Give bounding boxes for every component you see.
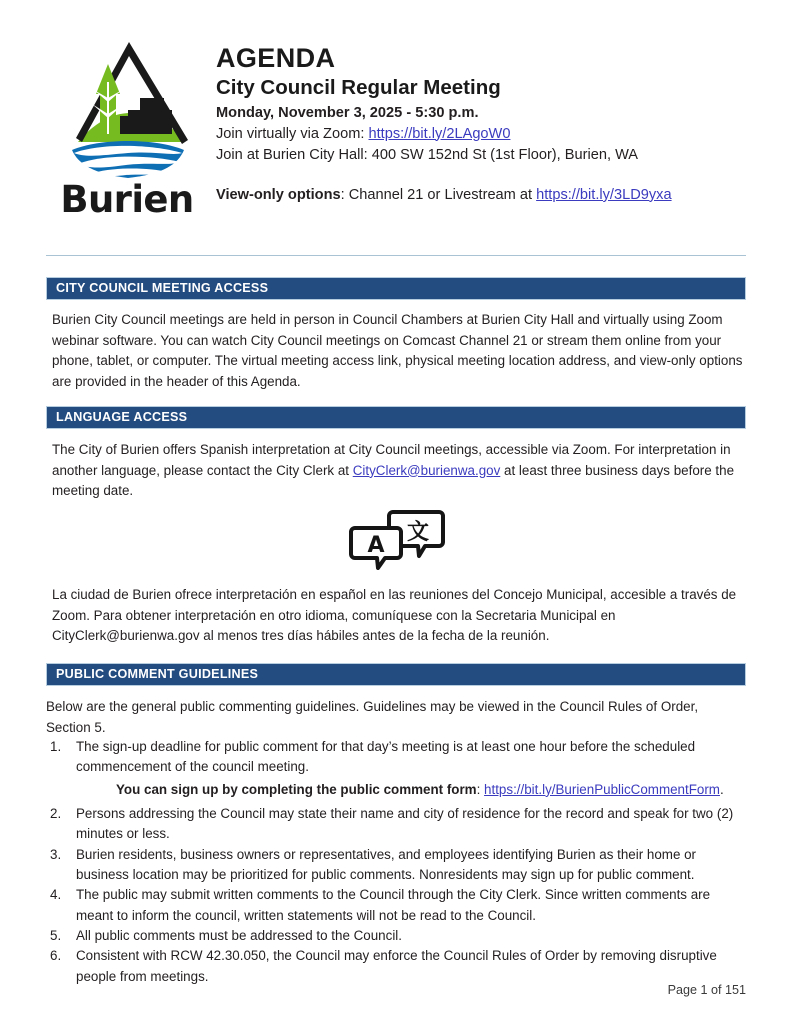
burien-city-logo — [52, 38, 202, 233]
burien-logo-mark — [60, 38, 196, 186]
page-title: AGENDA — [216, 43, 336, 73]
language-access-paragraph-es: La ciudad de Burien ofrece interpretación en español en las reuniones del Concejo Municipal, accesible a través de Zoom. Para obtener interpretación en otro idioma, comuníquese con la Secretaria Municipal en CityClerk@burienwa.gov al menos tres días hábiles antes de la fecha de la reunión. — [52, 587, 737, 644]
view-only-options-line — [216, 185, 761, 205]
list-item — [46, 885, 748, 926]
zoom-join-line — [216, 124, 761, 145]
list-item — [46, 946, 748, 987]
signup-form-line — [46, 780, 748, 800]
city-clerk-email-link[interactable]: CityClerk@burienwa.gov — [352, 462, 501, 478]
document-header — [0, 30, 791, 230]
header-text-block — [216, 44, 761, 205]
list-item-text: The sign-up deadline for public comment for that day’s meeting is at least one hour before the scheduled commencement of the council meeting. — [76, 739, 696, 775]
public-comment-guidelines-list — [46, 737, 748, 987]
translate-icon — [349, 508, 445, 570]
list-item-number: 4. — [50, 887, 62, 903]
livestream-link[interactable]: https://bit.ly/3LD9yxa — [536, 186, 672, 203]
public-comment-intro-paragraph: Below are the general public commenting guidelines. Guidelines may be viewed in the Council Rules of Order, Section 5. — [46, 699, 699, 735]
page-footer — [0, 983, 746, 997]
list-item-number: 3. — [50, 846, 62, 862]
svg-text:A: A — [367, 533, 385, 558]
meeting-subtitle: City Council Regular Meeting — [216, 76, 501, 100]
signup-separator: : — [476, 781, 485, 797]
zoom-join-link[interactable]: https://bit.ly/2LAgoW0 — [368, 125, 511, 142]
in-person-line: Join at Burien City Hall: 400 SW 152nd St (1st Floor), Burien, WA — [216, 146, 639, 163]
language-access-text-2: at least three business days before the meeting date. — [52, 462, 735, 499]
list-item — [46, 926, 748, 946]
list-item-text: Consistent with RCW 42.30.050, the Council may enforce the Council Rules of Order by removing disruptive people from meetings. — [76, 948, 717, 984]
list-item-number: 6. — [50, 948, 62, 964]
list-item-text: The public may submit written comments to the Council through the City Clerk. Since written comments are meant to inform the council, written statements will not be read to the Council. — [76, 887, 711, 923]
list-item — [46, 845, 748, 886]
public-comment-form-link[interactable]: https://bit.ly/BurienPublicCommentForm — [484, 781, 720, 797]
view-only-text: : Channel 21 or Livestream at — [340, 186, 537, 203]
section-body-meeting-access — [52, 310, 744, 393]
list-item — [46, 737, 748, 778]
page-number-label: Page 1 of 151 — [667, 983, 746, 997]
list-item-number: 2. — [50, 805, 62, 821]
svg-text:文: 文 — [406, 520, 430, 545]
section-heading-label: LANGUAGE ACCESS — [56, 410, 188, 424]
section-heading-meeting-access — [46, 277, 746, 300]
header-divider — [46, 255, 746, 256]
list-item-text: All public comments must be addressed to the Council. — [76, 928, 402, 944]
list-item-number: 5. — [50, 928, 62, 944]
section-body-language-access-es — [52, 585, 744, 647]
meeting-access-paragraph: Burien City Council meetings are held in person in Council Chambers at Burien City Hall and virtually using Zoom webinar software. You can watch City Council meetings on Comcast Channel 21 or stream them online from your phone, tablet, or computer. The virtual meeting access link, physical meeting location address, and view-only options are provided in the header of this Agenda. — [52, 312, 743, 389]
zoom-join-label: Join virtually via Zoom: — [216, 125, 369, 142]
public-comment-intro — [46, 697, 746, 738]
view-only-label: View-only options — [216, 186, 341, 203]
list-item-number: 1. — [50, 739, 62, 754]
language-access-text-1: The City of Burien offers Spanish interpretation at City Council meetings, accessible via Zoom. For interpretation in another language, please contact the City Clerk at — [52, 442, 731, 478]
burien-wordmark: Burien — [60, 178, 194, 221]
list-item-text: Burien residents, business owners or representatives, and employees identifying Burien as their home or business location may be prioritized for public comments. Nonresidents may sign up for public comment. — [76, 846, 697, 882]
section-heading-label: PUBLIC COMMENT GUIDELINES — [56, 667, 259, 681]
section-heading-language-access — [46, 406, 746, 429]
section-heading-public-comment — [46, 663, 746, 686]
language-access-paragraph-en — [52, 440, 744, 502]
meeting-datetime: Monday, November 3, 2025 - 5:30 p.m. — [216, 104, 479, 121]
list-item — [46, 804, 748, 845]
section-heading-label: CITY COUNCIL MEETING ACCESS — [56, 281, 269, 295]
section-body-language-access-en — [52, 440, 744, 502]
list-item-text: Persons addressing the Council may state their name and city of residence for the record and speak for two (2) minutes or less. — [76, 805, 734, 842]
signup-form-label: You can sign up by completing the public comment form — [116, 781, 477, 797]
signup-period: . — [719, 781, 724, 797]
